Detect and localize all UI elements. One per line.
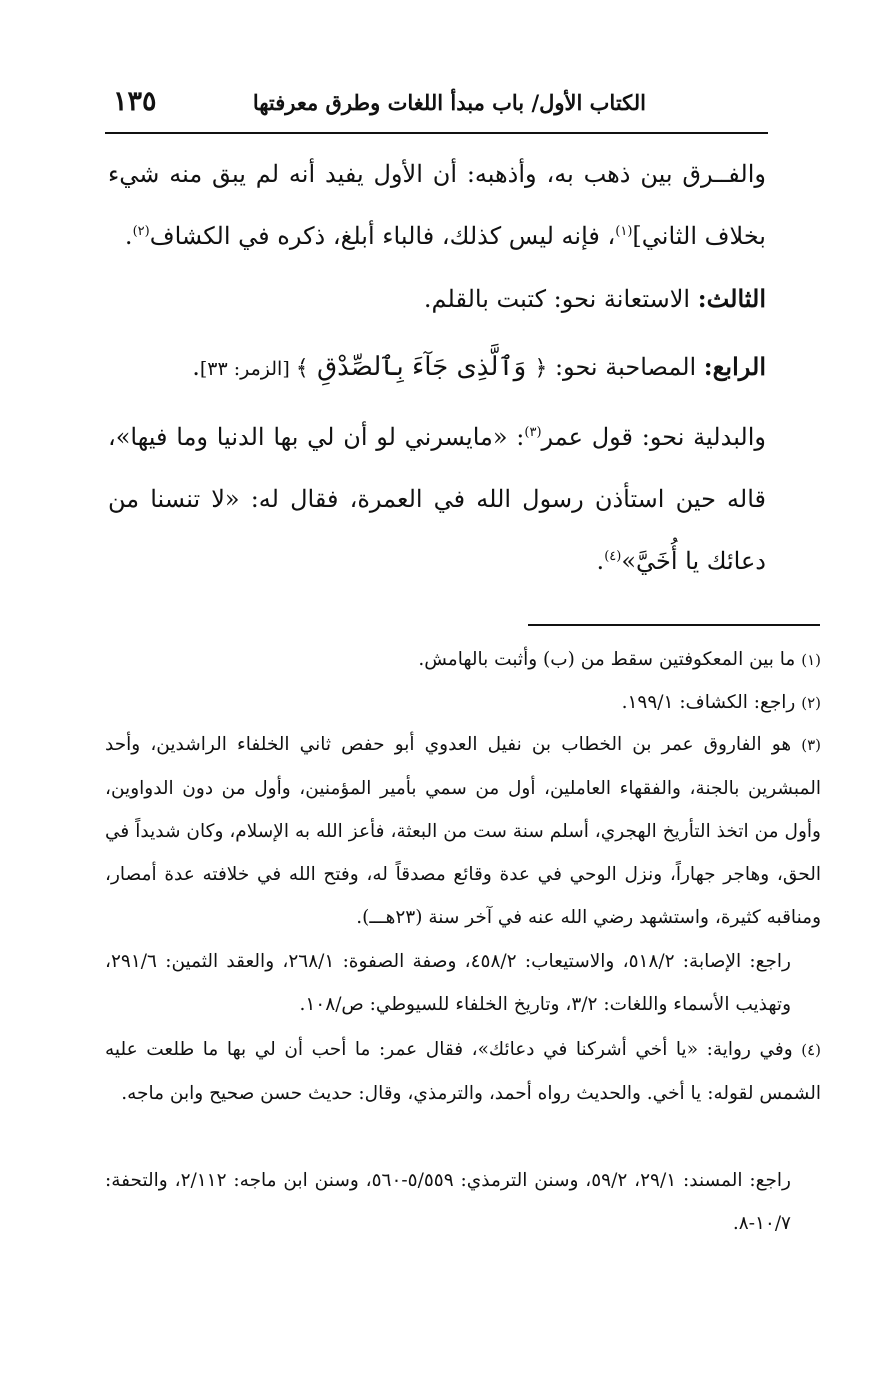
paragraph-fourth-lead: الرابع: (703, 352, 766, 381)
footnote-3-text: هو الفاروق عمر بن الخطاب بن نفيل العدوي أبو حفص ثاني الخلفاء الراشدين، وأحد المبشرين بالجنة، والفقهاء العاملين، أول من سمي بأمير المؤمنين، وأول من دون الدواوين، وأول من اتخذ التأريخ الهجري، أسلم سنة ست من البعثة، فأعز الله به الإسلام، وكان شديداً في الحق، وهاجر جهاراً، ونزل الوحي في عدة وقائع مصدقاً له، وفتح الله في خلافته عدة أمصار، ومناقبه كثيرة، واستشهد رضي الله عنه في آخر سنة (٢٣هـــ). (105, 734, 821, 928)
footnote-4 (105, 1028, 821, 1115)
paragraph-fourth-end: . (192, 353, 200, 381)
footnote-2 (105, 681, 821, 725)
paragraph-substitution-text-c: . (596, 547, 605, 575)
paragraph-substitution-text-a: والبدلية نحو: قول عمر (541, 423, 767, 451)
quran-bracket-close: ﴾ (295, 356, 309, 381)
running-header (105, 84, 768, 130)
quran-bracket-open: ﴿ (534, 356, 548, 381)
page-number: ١٣٥ (113, 86, 157, 117)
footnote-3-number: (٣) (801, 736, 821, 754)
paragraph-1-text-a: والفــرق بين ذهب به، وأذهبه: أن الأول يفيد أنه لم يبق منه شيء بخلاف الثاني] (108, 160, 766, 250)
paragraph-fourth-text: المصاحبة نحو: (547, 353, 704, 381)
header-title: الكتاب الأول/ باب مبدأ اللغات وطرق معرفتها (252, 90, 646, 115)
footnote-2-number: (٢) (801, 694, 821, 712)
paragraph-1-text-b: ، فإنه ليس كذلك، فالباء أبلغ، ذكره في الكشاف (149, 222, 616, 250)
footnote-ref-1: (١) (615, 224, 633, 239)
paragraph-substitution-text-b: : «مايسرني لو أن لي بها الدنيا وما فيها»، قاله حين استأذن رسول الله في العمرة، فقال له: «لا تنسنا من دعائك يا أُخَيَّ» (108, 423, 766, 575)
paragraph-1 (108, 143, 766, 267)
quran-verse: وَٱلَّذِى جَآءَ بِٱلصِّدْقِ (308, 352, 535, 382)
quran-reference: [الزمر: ٣٣] (199, 358, 296, 380)
footnote-3 (105, 723, 821, 939)
footnote-4-references: راجع: المسند: ٢٩/١، ٥٩/٢، وسنن الترمذي: ٥/٥٥٩-٥٦٠، وسنن ابن ماجه: ٢/١١٢، والتحفة: ١٠/٧-٨. (105, 1170, 791, 1234)
header-rule (105, 132, 768, 134)
paragraph-third-lead: الثالث: (697, 284, 766, 313)
paragraph-third-text: الاستعانة نحو: كتبت بالقلم. (423, 285, 698, 313)
footnote-1-number: (١) (801, 651, 821, 669)
paragraph-substitution (108, 406, 766, 592)
footnote-separator (528, 624, 820, 626)
paragraph-fourth (108, 336, 766, 400)
footnote-ref-2: (٢) (132, 224, 150, 239)
footnote-4-number: (٤) (801, 1041, 821, 1059)
paragraph-third (108, 268, 766, 330)
footnote-1 (105, 638, 821, 682)
footnote-4-text: وفي رواية: «يا أخي أشركنا في دعائك»، فقال عمر: ما أحب أن لي بها ما طلعت عليه الشمس لقوله: يا أخي. والحديث رواه أحمد، والترمذي، وقال: حديث حسن صحيح وابن ماجه. (105, 1039, 821, 1104)
paragraph-1-text-c: . (124, 222, 133, 250)
footnote-1-text: ما بين المعكوفتين سقط من (ب) وأثبت بالهامش. (418, 649, 802, 670)
footnote-ref-4: (٤) (604, 549, 622, 564)
footnote-3-references: راجع: الإصابة: ٥١٨/٢، والاستيعاب: ٤٥٨/٢، وصفة الصفوة: ٢٦٨/١، والعقد الثمين: ٢٩١/٦، وتهذيب الأسماء واللغات: ٣/٢، وتاريخ الخلفاء للسيوطي: ص/١٠٨. (105, 951, 791, 1015)
footnote-ref-3: (٣) (524, 425, 542, 440)
footnote-2-text: راجع: الكشاف: ١٩٩/١. (621, 692, 802, 713)
